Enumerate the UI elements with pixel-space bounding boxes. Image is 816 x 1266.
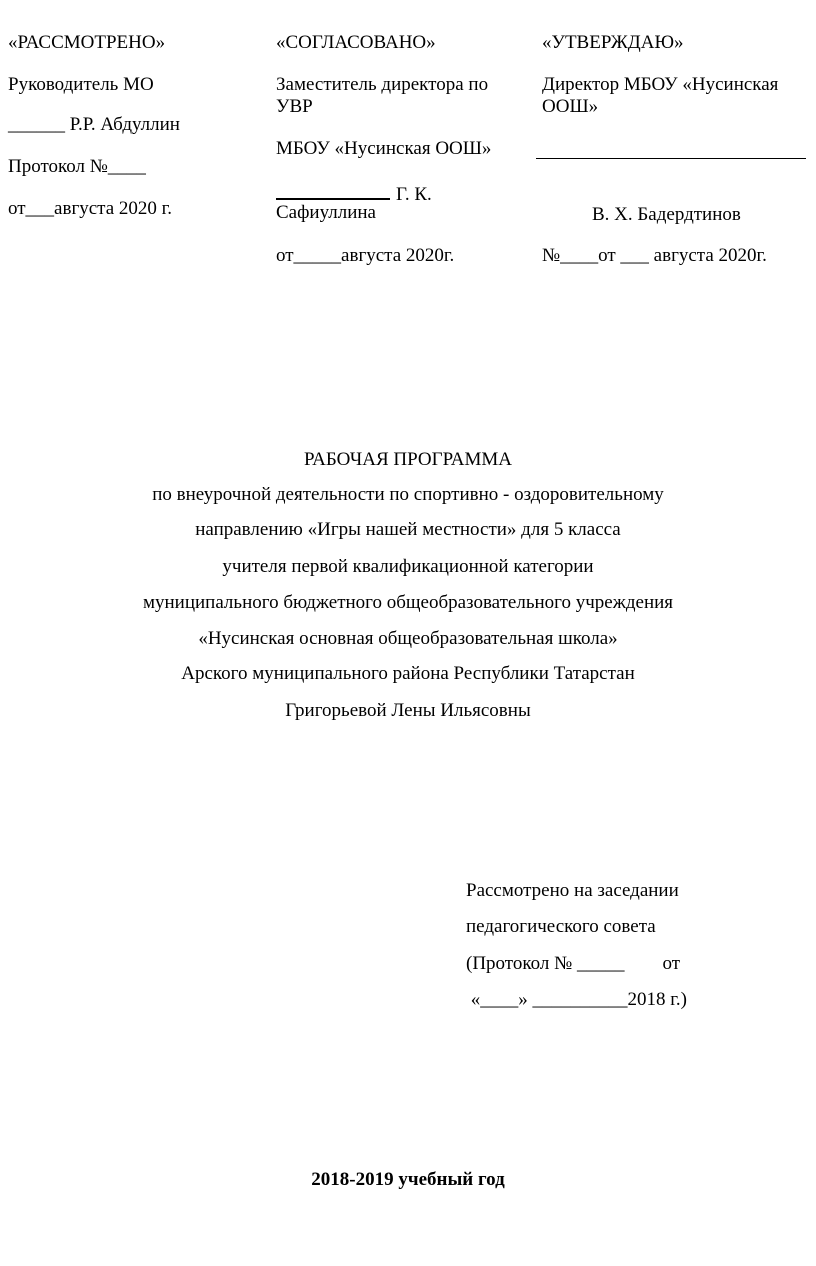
approved-role-line2: ООШ» [542, 96, 599, 117]
teacher-category: учителя первой квалификационной категории [222, 556, 594, 577]
approved-signer: В. Х. Бадердтинов [592, 204, 741, 225]
considered-date: от___августа 2020 г. [8, 198, 173, 219]
considered-heading: «РАССМОТРЕНО» [8, 32, 166, 53]
council-protocol: (Протокол № _____ от [466, 953, 681, 974]
considered-role: Руководитель МО [8, 74, 154, 95]
council-line2: педагогического совета [466, 916, 656, 937]
program-subject: по внеурочной деятельности по спортивно - оздоровительному [152, 484, 664, 505]
agreed-signer-initials: Г. К. [396, 184, 432, 205]
agreed-org: МБОУ «Нусинская ООШ» [276, 138, 492, 159]
considered-protocol: Протокол №____ [8, 156, 146, 177]
approved-role-line1: Директор МБОУ «Нусинская [542, 74, 779, 95]
program-direction: направлению «Игры нашей местности» для 5 класса [195, 519, 621, 540]
council-line1: Рассмотрено на заседании [466, 880, 679, 901]
approved-signature-line [536, 158, 806, 159]
institution-name: «Нусинская основная общеобразовательная школа» [198, 628, 618, 649]
district: Арского муниципального района Республики Татарстан [181, 663, 635, 684]
agreed-date: от_____августа 2020г. [276, 245, 455, 266]
approved-order: №____от ___ августа 2020г. [542, 245, 767, 266]
agreed-role-line2: УВР [276, 96, 313, 117]
agreed-heading: «СОГЛАСОВАНО» [276, 32, 436, 53]
program-title: РАБОЧАЯ ПРОГРАММА [304, 449, 512, 470]
academic-year: 2018-2019 учебный год [311, 1169, 505, 1190]
agreed-role-line1: Заместитель директора по [276, 74, 489, 95]
institution-type: муниципального бюджетного общеобразовательного учреждения [142, 592, 674, 613]
approved-heading: «УТВЕРЖДАЮ» [542, 32, 684, 53]
council-date: «____» __________2018 г.) [466, 989, 687, 1010]
agreed-signature-line [276, 180, 390, 200]
considered-signer: ______ Р.Р. Абдуллин [8, 114, 180, 135]
teacher-name: Григорьевой Лены Ильясовны [285, 700, 531, 721]
agreed-signer-surname: Сафиуллина [276, 202, 376, 223]
